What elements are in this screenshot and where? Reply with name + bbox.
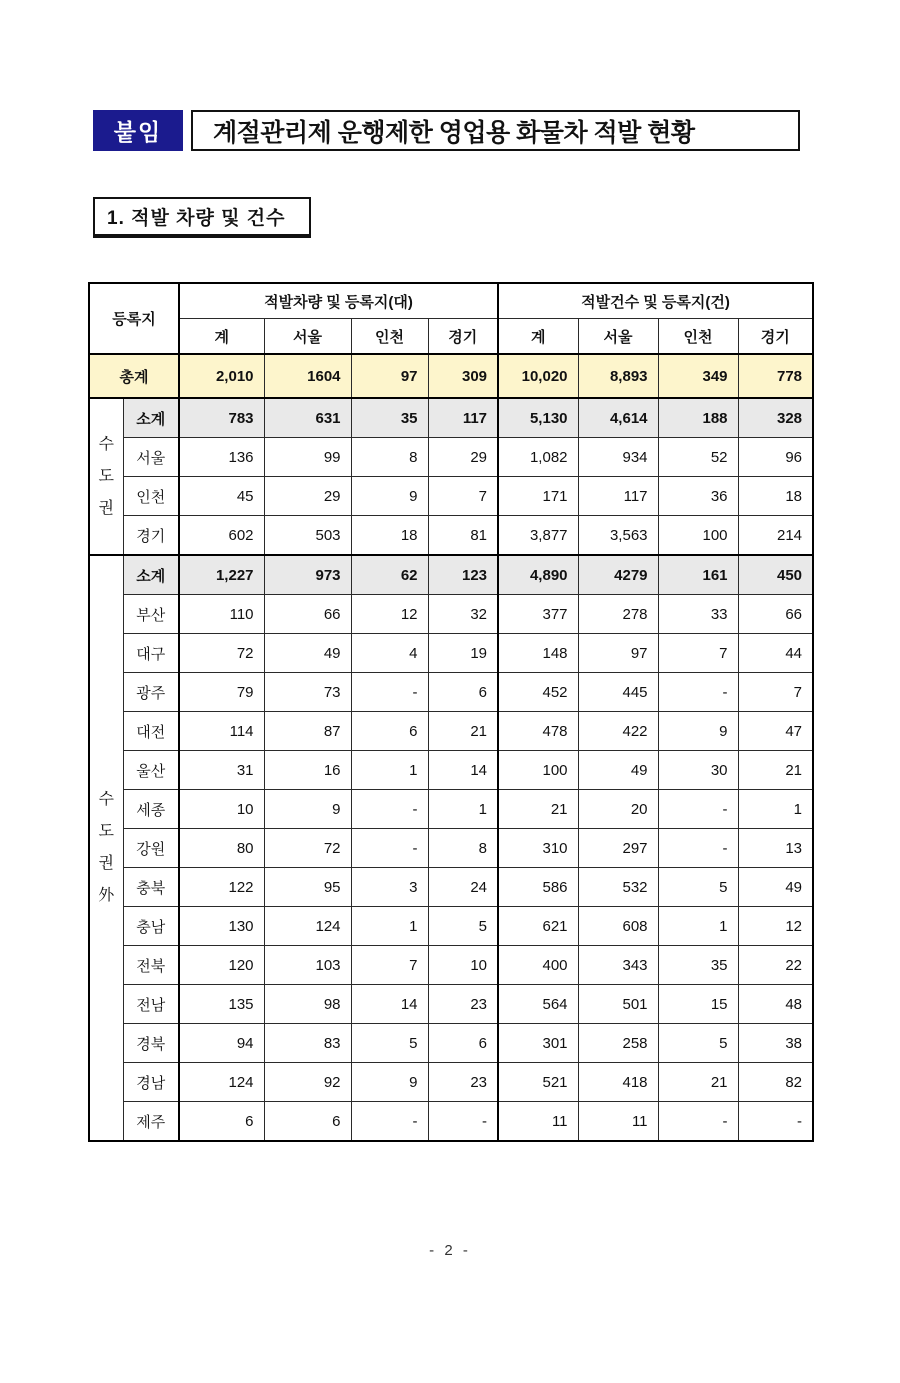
row-value: 973 — [264, 555, 351, 595]
region-label-char: 권 — [98, 855, 114, 872]
row-label: 강원 — [123, 829, 179, 868]
row-value: 22 — [738, 946, 813, 985]
col-header: 서울 — [578, 319, 658, 355]
row-value: 49 — [738, 868, 813, 907]
col-header: 계 — [498, 319, 578, 355]
row-value: 117 — [428, 398, 498, 438]
row-value: 11 — [498, 1102, 578, 1142]
row-value: 214 — [738, 516, 813, 556]
table-row — [89, 398, 813, 438]
row-value: 377 — [498, 595, 578, 634]
row-value: 18 — [351, 516, 428, 556]
row-value: 98 — [264, 985, 351, 1024]
row-value: 631 — [264, 398, 351, 438]
row-value: 6 — [351, 712, 428, 751]
row-value: 35 — [351, 398, 428, 438]
row-value: 32 — [428, 595, 498, 634]
row-value: 783 — [179, 398, 264, 438]
row-value: 66 — [738, 595, 813, 634]
row-value: 130 — [179, 907, 264, 946]
row-label: 전남 — [123, 985, 179, 1024]
row-value: 9 — [351, 477, 428, 516]
row-value: 23 — [428, 1063, 498, 1102]
table-head — [89, 283, 813, 354]
row-value: 3,877 — [498, 516, 578, 556]
row-label: 울산 — [123, 751, 179, 790]
row-value: 586 — [498, 868, 578, 907]
row-value: 82 — [738, 1063, 813, 1102]
row-value: 1 — [658, 907, 738, 946]
col-header: 계 — [179, 319, 264, 355]
table-row — [89, 829, 813, 868]
group-header: 적발건수 및 등록지(건) — [498, 283, 813, 319]
row-value: 123 — [428, 555, 498, 595]
row-value: 418 — [578, 1063, 658, 1102]
row-value: 21 — [658, 1063, 738, 1102]
row-value: 602 — [179, 516, 264, 556]
region-label-char: 도 — [98, 823, 114, 840]
table-row — [89, 790, 813, 829]
region-label-char: 外 — [98, 887, 115, 904]
header-row-cols — [89, 319, 813, 355]
row-value: 35 — [658, 946, 738, 985]
total-label: 총계 — [89, 354, 179, 398]
row-value: 45 — [179, 477, 264, 516]
row-value: 4,890 — [498, 555, 578, 595]
row-value: 30 — [658, 751, 738, 790]
table-row — [89, 868, 813, 907]
document-title: 계절관리제 운행제한 영업용 화물차 적발 현황 — [213, 118, 695, 147]
row-value: 188 — [658, 398, 738, 438]
attachment-badge — [93, 110, 183, 151]
table-row — [89, 673, 813, 712]
row-value: 1 — [351, 907, 428, 946]
total-value: 2,010 — [179, 354, 264, 398]
col-header: 서울 — [264, 319, 351, 355]
table-row — [89, 946, 813, 985]
row-value: 81 — [428, 516, 498, 556]
row-value: 7 — [738, 673, 813, 712]
row-value: 328 — [738, 398, 813, 438]
table-row — [89, 907, 813, 946]
row-value: 49 — [264, 634, 351, 673]
row-value: 1 — [428, 790, 498, 829]
row-value: 278 — [578, 595, 658, 634]
row-label: 제주 — [123, 1102, 179, 1142]
row-value: 3 — [351, 868, 428, 907]
row-value: 301 — [498, 1024, 578, 1063]
row-value: 103 — [264, 946, 351, 985]
region-label — [89, 555, 123, 1141]
col-header: 인천 — [658, 319, 738, 355]
row-value: 95 — [264, 868, 351, 907]
col-header: 인천 — [351, 319, 428, 355]
row-value: 124 — [179, 1063, 264, 1102]
row-value: 87 — [264, 712, 351, 751]
table-body — [89, 354, 813, 1141]
row-value: 20 — [578, 790, 658, 829]
row-value: 122 — [179, 868, 264, 907]
row-value: 21 — [428, 712, 498, 751]
table-row — [89, 516, 813, 556]
row-value: 5,130 — [498, 398, 578, 438]
row-value: 16 — [264, 751, 351, 790]
row-value: 4,614 — [578, 398, 658, 438]
row-value: 100 — [498, 751, 578, 790]
table-row — [89, 1063, 813, 1102]
section-title-box — [93, 197, 311, 238]
table-row — [89, 477, 813, 516]
region-label-char: 수 — [98, 791, 114, 808]
total-value: 8,893 — [578, 354, 658, 398]
row-value: 99 — [264, 438, 351, 477]
group-header: 적발차량 및 등록지(대) — [179, 283, 498, 319]
row-value: 4 — [351, 634, 428, 673]
row-value: 100 — [658, 516, 738, 556]
row-value: 400 — [498, 946, 578, 985]
row-value: 1,082 — [498, 438, 578, 477]
table-row — [89, 1024, 813, 1063]
row-value: 9 — [351, 1063, 428, 1102]
document-header — [93, 110, 800, 151]
row-value: 14 — [428, 751, 498, 790]
row-value: 97 — [578, 634, 658, 673]
row-value: 52 — [658, 438, 738, 477]
row-value: 6 — [179, 1102, 264, 1142]
row-value: 343 — [578, 946, 658, 985]
row-label: 인천 — [123, 477, 179, 516]
total-value: 10,020 — [498, 354, 578, 398]
row-value: 135 — [179, 985, 264, 1024]
row-value: 7 — [351, 946, 428, 985]
row-value: 47 — [738, 712, 813, 751]
row-value: 96 — [738, 438, 813, 477]
total-value: 778 — [738, 354, 813, 398]
row-value: 1 — [351, 751, 428, 790]
row-value: 83 — [264, 1024, 351, 1063]
row-value: - — [351, 673, 428, 712]
total-value: 349 — [658, 354, 738, 398]
region-label-char: 권 — [98, 499, 114, 517]
row-value: 44 — [738, 634, 813, 673]
row-value: 478 — [498, 712, 578, 751]
row-value: 422 — [578, 712, 658, 751]
row-value: 10 — [179, 790, 264, 829]
row-value: 501 — [578, 985, 658, 1024]
row-value: 148 — [498, 634, 578, 673]
row-value: 136 — [179, 438, 264, 477]
header-row-groups — [89, 283, 813, 319]
row-value: 23 — [428, 985, 498, 1024]
row-label: 경기 — [123, 516, 179, 556]
row-value: 6 — [264, 1102, 351, 1142]
row-value: - — [658, 1102, 738, 1142]
row-label: 대구 — [123, 634, 179, 673]
row-value: 19 — [428, 634, 498, 673]
table-row — [89, 712, 813, 751]
row-value: 36 — [658, 477, 738, 516]
table-row — [89, 751, 813, 790]
row-value: - — [351, 829, 428, 868]
row-label: 경남 — [123, 1063, 179, 1102]
table-container — [88, 282, 900, 1142]
total-row — [89, 354, 813, 398]
row-value: 8 — [351, 438, 428, 477]
row-value: 450 — [738, 555, 813, 595]
row-label: 충남 — [123, 907, 179, 946]
row-value: 608 — [578, 907, 658, 946]
row-value: 92 — [264, 1063, 351, 1102]
row-value: 72 — [179, 634, 264, 673]
row-value: - — [658, 829, 738, 868]
row-value: 5 — [658, 1024, 738, 1063]
row-value: 7 — [428, 477, 498, 516]
row-label: 대전 — [123, 712, 179, 751]
row-value: - — [428, 1102, 498, 1142]
row-value: 297 — [578, 829, 658, 868]
row-value: 62 — [351, 555, 428, 595]
row-value: 161 — [658, 555, 738, 595]
section-title: 1. 적발 차량 및 건수 — [107, 208, 286, 229]
row-value: 6 — [428, 673, 498, 712]
table-row — [89, 985, 813, 1024]
row-value: 94 — [179, 1024, 264, 1063]
row-value: 8 — [428, 829, 498, 868]
row-value: 13 — [738, 829, 813, 868]
table-row — [89, 595, 813, 634]
row-value: 33 — [658, 595, 738, 634]
table-row — [89, 555, 813, 595]
row-value: 1,227 — [179, 555, 264, 595]
row-label: 서울 — [123, 438, 179, 477]
row-value: 445 — [578, 673, 658, 712]
row-value: 6 — [428, 1024, 498, 1063]
row-value: - — [351, 790, 428, 829]
row-value: 532 — [578, 868, 658, 907]
corner-header: 등록지 — [89, 283, 179, 354]
row-value: 12 — [738, 907, 813, 946]
row-value: 10 — [428, 946, 498, 985]
region-label — [89, 398, 123, 555]
col-header: 경기 — [428, 319, 498, 355]
row-value: - — [658, 790, 738, 829]
row-value: 29 — [428, 438, 498, 477]
row-value: 621 — [498, 907, 578, 946]
row-value: 521 — [498, 1063, 578, 1102]
row-value: 38 — [738, 1024, 813, 1063]
row-value: - — [351, 1102, 428, 1142]
row-value: 14 — [351, 985, 428, 1024]
row-value: 9 — [264, 790, 351, 829]
row-label: 소계 — [123, 555, 179, 595]
row-value: 11 — [578, 1102, 658, 1142]
row-value: 934 — [578, 438, 658, 477]
row-label: 충북 — [123, 868, 179, 907]
row-value: 310 — [498, 829, 578, 868]
row-value: 120 — [179, 946, 264, 985]
row-value: 4279 — [578, 555, 658, 595]
row-value: 18 — [738, 477, 813, 516]
table-row — [89, 634, 813, 673]
row-value: 48 — [738, 985, 813, 1024]
row-value: 72 — [264, 829, 351, 868]
total-value: 309 — [428, 354, 498, 398]
row-value: 258 — [578, 1024, 658, 1063]
row-value: 49 — [578, 751, 658, 790]
row-value: 79 — [179, 673, 264, 712]
row-value: 110 — [179, 595, 264, 634]
row-label: 소계 — [123, 398, 179, 438]
row-value: 31 — [179, 751, 264, 790]
total-value: 1604 — [264, 354, 351, 398]
row-value: - — [658, 673, 738, 712]
row-value: 5 — [658, 868, 738, 907]
attachment-badge-label: 붙임 — [113, 119, 163, 145]
row-value: 7 — [658, 634, 738, 673]
row-label: 광주 — [123, 673, 179, 712]
page-number: - 2 - — [429, 1242, 471, 1259]
region-label-char: 도 — [98, 467, 114, 485]
row-value: 3,563 — [578, 516, 658, 556]
row-label: 전북 — [123, 946, 179, 985]
row-label: 부산 — [123, 595, 179, 634]
row-value: 29 — [264, 477, 351, 516]
row-value: 9 — [658, 712, 738, 751]
row-value: 15 — [658, 985, 738, 1024]
row-value: 5 — [428, 907, 498, 946]
region-label-char: 수 — [98, 435, 114, 453]
row-value: 124 — [264, 907, 351, 946]
table-row — [89, 438, 813, 477]
enforcement-table — [88, 282, 814, 1142]
row-value: 452 — [498, 673, 578, 712]
col-header: 경기 — [738, 319, 813, 355]
row-value: 24 — [428, 868, 498, 907]
row-value: 5 — [351, 1024, 428, 1063]
row-value: 12 — [351, 595, 428, 634]
row-label: 세종 — [123, 790, 179, 829]
row-value: 73 — [264, 673, 351, 712]
row-value: 171 — [498, 477, 578, 516]
row-value: 114 — [179, 712, 264, 751]
total-value: 97 — [351, 354, 428, 398]
row-value: 503 — [264, 516, 351, 556]
table-row — [89, 1102, 813, 1142]
row-value: 564 — [498, 985, 578, 1024]
row-value: 1 — [738, 790, 813, 829]
row-value: 117 — [578, 477, 658, 516]
document-title-box — [191, 110, 800, 151]
row-value: - — [738, 1102, 813, 1142]
row-value: 21 — [738, 751, 813, 790]
row-label: 경북 — [123, 1024, 179, 1063]
row-value: 66 — [264, 595, 351, 634]
row-value: 21 — [498, 790, 578, 829]
row-value: 80 — [179, 829, 264, 868]
